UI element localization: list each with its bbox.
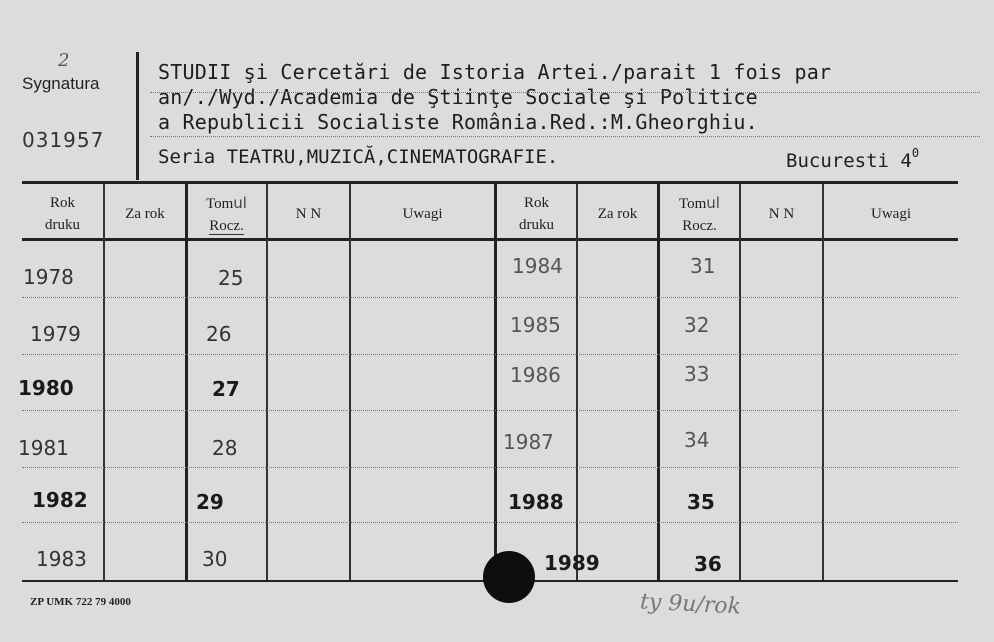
year-cell: 1979 — [30, 322, 81, 346]
year-cell: 1984 — [512, 254, 563, 278]
year-cell: 1989 — [544, 551, 600, 575]
format-superscript: 0 — [911, 146, 920, 160]
header-uwagi: Uwagi — [871, 206, 911, 222]
header-za-rok: Za rok — [597, 206, 638, 222]
table-top-rule — [22, 181, 958, 184]
year-cell: 1988 — [508, 490, 564, 514]
header-nn: N N — [295, 206, 322, 222]
volume-cell: 35 — [687, 490, 715, 514]
header-tom-rocz: Tomul Rocz. — [679, 194, 720, 234]
year-cell: 1985 — [510, 313, 561, 337]
signature-mark: 2 — [58, 50, 70, 71]
column-divider — [185, 184, 188, 580]
volume-cell: 34 — [684, 428, 710, 452]
title-line-1: STUDII şi Cercetări de Istoria Artei./parait 1 fois par — [158, 60, 832, 84]
header-uwagi: Uwagi — [402, 206, 443, 222]
header-za-rok: Za rok — [125, 206, 165, 222]
title-line-2: an/./Wyd./Academia de Ştiinţe Sociale şi Politice — [158, 85, 758, 109]
header-divider — [136, 52, 139, 180]
row-separator — [22, 410, 958, 411]
signature-label: Sygnatura — [22, 74, 100, 93]
volume-cell: 25 — [218, 266, 244, 290]
volume-cell: 29 — [196, 490, 224, 514]
header-dotted-line — [150, 136, 980, 137]
volume-cell: 27 — [212, 377, 240, 401]
column-divider — [739, 184, 741, 580]
volume-cell: 32 — [684, 313, 710, 337]
punch-hole — [483, 551, 535, 603]
column-divider — [349, 184, 351, 580]
title-line-3: a Republicii Socialiste România.Red.:M.Gheorghiu. — [158, 110, 758, 134]
volume-cell: 36 — [694, 552, 722, 576]
year-cell: 1983 — [36, 547, 87, 571]
header-nn: N N — [768, 206, 795, 222]
year-cell: 1982 — [32, 488, 88, 512]
publication-place: Bucuresti $4^0$ — [786, 146, 920, 172]
printer-code: ZP UMK 722 79 4000 — [30, 596, 131, 608]
header-tom-rocz: Tomul Rocz. — [206, 194, 247, 234]
header-dotted-line — [150, 92, 980, 93]
header-rok-druku: Rok druku — [45, 195, 80, 233]
signature-number: 031957 — [22, 128, 105, 152]
column-divider — [576, 184, 578, 580]
year-cell: 1980 — [18, 376, 74, 400]
column-divider — [494, 184, 497, 580]
volume-cell: 33 — [684, 362, 710, 386]
volume-cell: 31 — [690, 254, 716, 278]
row-separator — [22, 354, 958, 355]
header-rok-druku: Rok druku — [519, 195, 554, 233]
row-separator — [22, 522, 958, 523]
row-separator — [22, 297, 958, 298]
table-header-rule — [22, 238, 958, 241]
column-divider — [822, 184, 824, 580]
handwritten-note: ty 9u/rok — [639, 589, 742, 620]
year-cell: 1987 — [503, 430, 554, 454]
volume-cell: 30 — [202, 547, 228, 571]
column-divider — [657, 184, 660, 580]
year-cell: 1978 — [23, 265, 74, 289]
column-divider — [103, 184, 105, 580]
year-cell: 1986 — [510, 363, 561, 387]
year-cell: 1981 — [18, 436, 69, 460]
series-line: Seria TEATRU,MUZICĂ,CINEMATOGRAFIE. — [158, 146, 559, 168]
volume-cell: 28 — [212, 436, 238, 460]
row-separator — [22, 467, 958, 468]
volume-cell: 26 — [206, 322, 232, 346]
column-divider — [266, 184, 268, 580]
